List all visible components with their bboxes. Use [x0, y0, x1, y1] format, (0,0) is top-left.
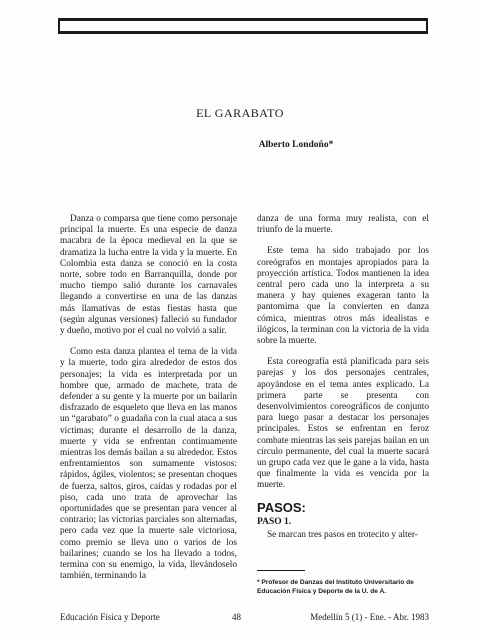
author-footnote: * Profesor de Danzas del Instituto Universitario de Educación Física y Deporte de la U. de A. — [257, 579, 414, 595]
top-rule-upper — [58, 18, 428, 21]
paragraph: Como esta danza plantea el tema de la vida y la muerte, todo gira alrededor de estos dos personajes; la vida es interpretada por un hombre que, armado de machete, trata de defender a su gente y la muerte por un bailarín disfrazado de esqueleto que lleva en las manos un “garabato” o guadaña con la cual ataca a sus víctimas; durante el desarrollo de la danza, muerte y vida se enfrentan continuamente mientras los demás bailan a su alrededor. Estos enfrentamientos son sumamente vistosos: rápidos, ágiles, violentos; se presentan choques de fuerza, saltos, giros, caídas y rodadas por el piso, cada uno trata de aprovechar las oportunidades que se presentan para vencer al contrario; las victorias parciales son alternadas, pero cada vez que la muerte sale victoriosa, como premio se lleva uno o varios de los bailarines; cuando se los ha llevado a todos, termina con su enemigo, la vida, llevándoselo también, terminando la — [60, 347, 237, 582]
article-author: Alberto Londoño* — [258, 140, 334, 150]
page-number: 48 — [232, 612, 241, 622]
paragraph: Danza o comparsa que tiene como personaje principal la muerte. Es una especie de danza macabra de la época medieval en la que se dramatiza la lucha entre la vida y la muerte. En Colombia esta danza se conoció en la costa norte, sobre todo en Barranquilla, donde por mucho tiempo salió durante los carnavales llegando a convertirse en una de las danzas más llamativas de estas fiestas hasta que (según algunas versiones) falleció su fundador y dueño, motivo por el cual no volvió a salir. — [60, 214, 237, 337]
paso-1-text: Se marcan tres pasos en trotecito y alter- — [267, 530, 418, 541]
footer-issue: Medellín 5 (1) - Ene. - Abr. 1983 — [310, 612, 429, 622]
top-rule-right-edge — [426, 19, 428, 33]
article-title: EL GARABATO — [196, 106, 284, 120]
paragraph: Este tema ha sido trabajado por los coreógrafos en montajes apropiados para la proyección artística. Todos mantienen la idea central pero cada uno la interpreta a su manera y hay quienes exageran tanto la pantomima que la convierten en danza cómica, mientras otros más idealistas e ilógicos, la terminan con la victoria de la vida sobre la muerte. — [257, 246, 429, 347]
footnote-rule — [257, 570, 305, 571]
paragraph: Esta coreografía está planificada para seis parejas y los dos personajes centrales, apoyándose en el tema antes explicado. La primera parte se presenta con desenvolvimientos coreográficos de conjunto para luego pasar a destacar los personajes principales. Estos se enfrentan en feroz combate mientras las seis parejas bailan en un círculo permanente, del cual la muerte sacará un grupo cada vez que le gane a la vida, hasta que finalmente la vida es vencida por la muerte. — [257, 357, 429, 491]
paragraph: danza de una forma muy realista, con el triunfo de la muerte. — [257, 214, 429, 236]
pasos-heading: PASOS: — [257, 499, 306, 515]
top-rule-left-edge — [58, 19, 60, 33]
left-column — [60, 214, 237, 593]
paso-1-heading: PASO 1. — [257, 516, 292, 527]
footer-journal: Educación Física y Deporte — [60, 612, 160, 622]
right-column — [257, 214, 429, 551]
top-rule-lower — [58, 31, 428, 34]
